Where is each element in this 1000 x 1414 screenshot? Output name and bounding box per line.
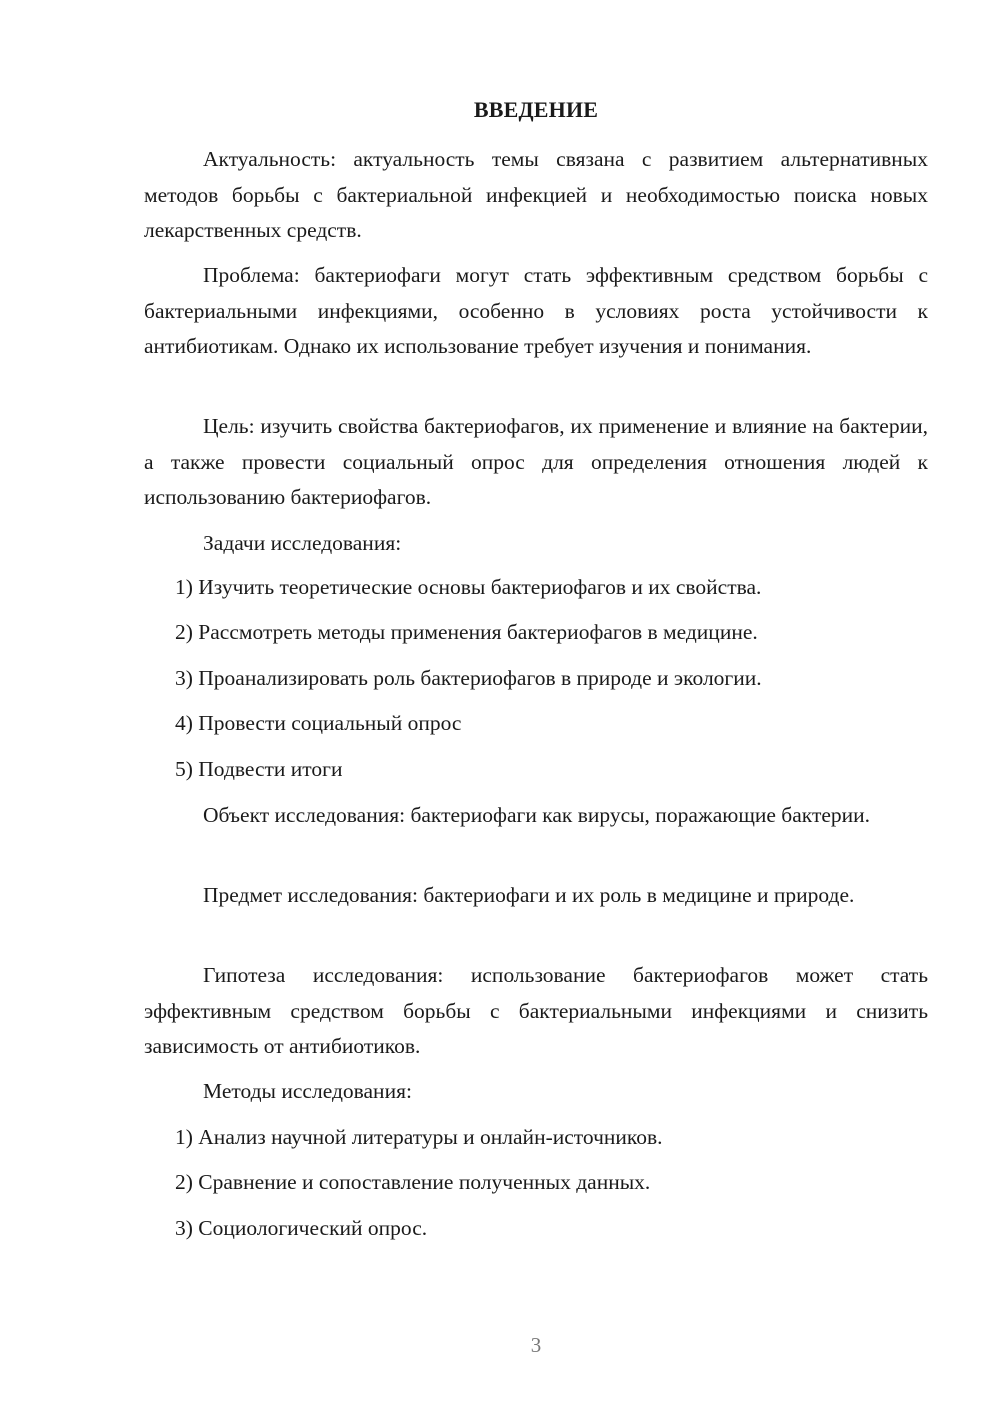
methods-title: Методы исследования: [203,1079,412,1103]
method-item-1: 1) Анализ научной литературы и онлайн-источников. [175,1125,663,1149]
task-item-3: 3) Проанализировать роль бактериофагов в природе и экологии. [175,666,762,690]
object-paragraph: Объект исследования: бактериофаги как вирусы, поражающие бактерии. [203,803,871,827]
relevance-paragraph: Актуальность: актуальность темы связана с развитием альтернативных методов борьбы с бактериальной инфекцией и необходимостью поиска новых лекарственных средств. [144,147,928,242]
tasks-title: Задачи исследования: [203,531,402,555]
subject-paragraph: Предмет исследования: бактериофаги и их роль в медицине и природе. [203,883,855,907]
problem-paragraph: Проблема: бактериофаги могут стать эффективным средством борьбы с бактериальными инфекциями, особенно в условиях роста устойчивости к антибиотикам. Однако их использование требует изучения и понимания. [144,263,928,358]
task-item-4: 4) Провести социальный опрос [175,711,462,735]
page-number: 3 [530,1333,542,1357]
task-item-1: 1) Изучить теоретические основы бактериофагов и их свойства. [175,575,762,599]
section-heading: ВВЕДЕНИЕ [473,97,599,122]
method-item-3: 3) Социологический опрос. [175,1216,428,1240]
goal-paragraph: Цель: изучить свойства бактериофагов, их применение и влияние на бактерии, а также провести социальный опрос для определения отношения людей к использованию бактериофагов. [144,414,928,509]
method-item-2: 2) Сравнение и сопоставление полученных данных. [175,1170,651,1194]
hypothesis-paragraph: Гипотеза исследования: использование бактериофагов может стать эффективным средством борьбы с бактериальными инфекциями и снизить зависимость от антибиотиков. [144,963,928,1058]
task-item-2: 2) Рассмотреть методы применения бактериофагов в медицине. [175,620,758,644]
task-item-5: 5) Подвести итоги [175,757,343,781]
